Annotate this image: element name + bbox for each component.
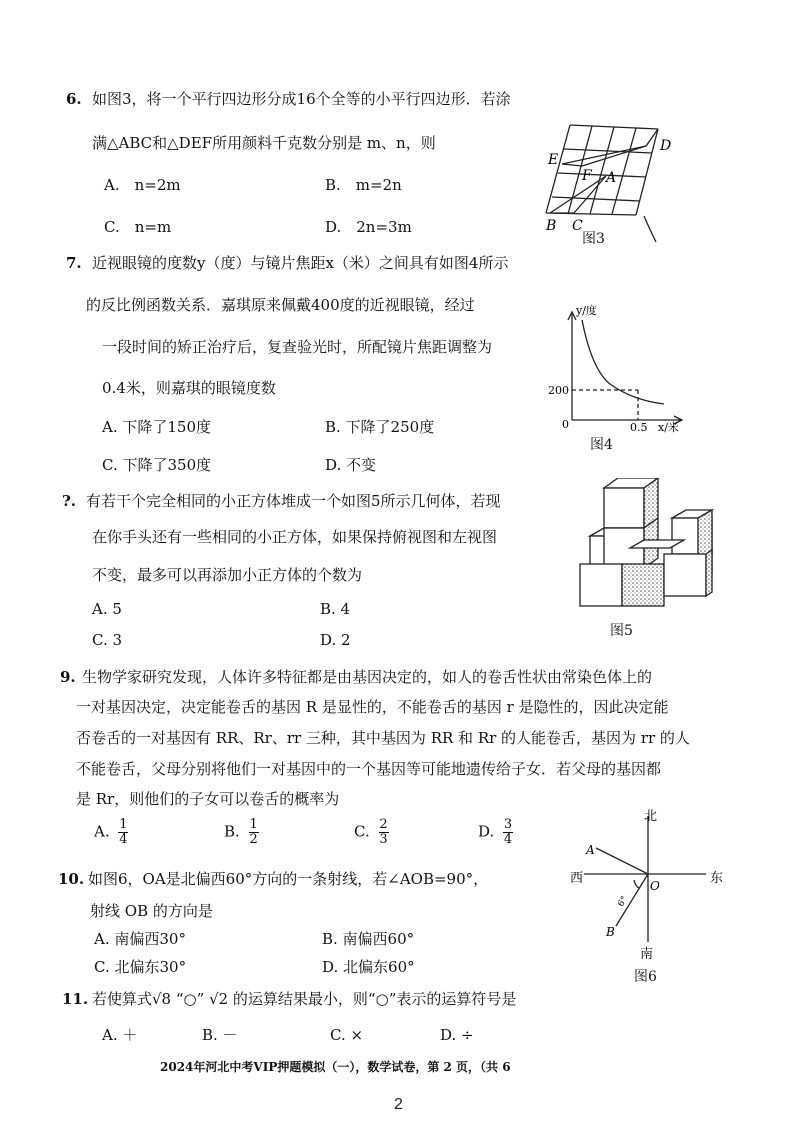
q7-number: 7.	[66, 254, 82, 272]
q9-option-a-label: A.	[94, 822, 110, 841]
q9-option-a-numerator: 1	[119, 817, 128, 832]
q8-stem-line1: 有若干个完全相同的小正方体堆成一个如图5所示几何体，若现	[86, 492, 501, 510]
q9-option-a	[94, 818, 128, 858]
fig6-label-north: 北	[644, 809, 658, 824]
fig6-label-west: 西	[570, 871, 584, 886]
q6-stem-line1: 如图3，将一个平行四边形分成16个全等的小平行四边形．若涂	[92, 90, 511, 108]
fig3-label-e: E	[548, 152, 559, 168]
q9-option-c	[354, 818, 389, 858]
fig4-x-axis-label: x/米	[658, 421, 679, 434]
q10-stem-line2: 射线 OB 的方向是	[90, 902, 213, 920]
q9-stem-line2: 一对基因决定，决定能卷舌的基因 R 是显性的，不能卷舌的基因 r 是隐性的，因此决定能	[76, 698, 669, 716]
q11-stem-line1: 若使算式√8 “○” √2 的运算结果最小，则“○”表示的运算符号是	[92, 990, 517, 1008]
fig6-label-east: 东	[710, 871, 724, 886]
q10-number: 10.	[58, 870, 85, 888]
q9-option-b-label: B.	[224, 822, 240, 841]
q9-option-b	[224, 818, 259, 858]
q8-option-c: C. 3	[92, 631, 123, 649]
q7-option-d: D. 不变	[325, 456, 377, 474]
q8-option-d: D. 2	[320, 631, 351, 649]
q11-option-a: A. ＋	[102, 1026, 138, 1044]
q9-option-d	[478, 818, 513, 858]
figure-6-caption: 图6	[634, 969, 657, 985]
q10-option-d: D. 北偏东60°	[322, 958, 415, 976]
q9-stem-line3: 否卷舌的一对基因有 RR、Rr、rr 三种，其中基因为 RR 和 Rr 的人能卷舌，基因为 rr 的人	[76, 729, 690, 747]
q10-option-a: A. 南偏西30°	[94, 930, 186, 948]
q9-option-d-denominator: 4	[503, 832, 513, 847]
q9-stem-line4: 不能卷舌，父母分别将他们一对基因中的一个基因等可能地遗传给子女．若父母的基因都	[76, 760, 662, 778]
q9-option-c-denominator: 3	[379, 832, 388, 847]
fig4-y-axis-label: y/度	[576, 304, 597, 317]
q8-option-a: A. 5	[92, 600, 122, 618]
q9-option-c-numerator: 2	[379, 817, 388, 832]
fig4-origin-label: 0	[562, 418, 569, 431]
q10-stem-line1: 如图6，OA是北偏西60°方向的一条射线，若∠AOB=90°，	[88, 870, 489, 888]
q9-option-d-label: D.	[478, 822, 495, 841]
q11-option-b: B. －	[202, 1026, 238, 1044]
q6-option-a: A. n=2m	[104, 176, 181, 194]
q8-stem-line2: 在你手头还有一些相同的小正方体，如果保持俯视图和左视图	[92, 528, 498, 546]
fig4-y200-label: 200	[548, 384, 569, 397]
q7-option-a: A. 下降了150度	[102, 418, 211, 436]
q9-option-a-denominator: 4	[119, 832, 128, 847]
figure-6-compass-directions	[566, 808, 726, 966]
q9-number: 9.	[60, 668, 76, 686]
fig3-label-c: C	[572, 218, 583, 234]
q7-option-b: B. 下降了250度	[325, 418, 435, 436]
fig6-label-south: 南	[640, 947, 654, 962]
q9-option-c-label: C.	[354, 822, 370, 841]
q10-option-b: B. 南偏西60°	[322, 930, 415, 948]
q8-option-b: B. 4	[320, 600, 351, 618]
figure-3-parallelogram-grid	[540, 118, 680, 246]
q6-stem-line2: 满△ABC和△DEF所用颜料千克数分别是 m、n，则	[92, 134, 436, 152]
figure-5-cube-stack	[572, 478, 722, 620]
q11-option-c: C. ×	[330, 1026, 364, 1044]
q9-option-b-denominator: 2	[249, 832, 258, 847]
figure-3-caption: 图3	[582, 231, 605, 247]
figure-5-caption: 图5	[610, 623, 633, 639]
q9-stem-line5: 是 Rr，则他们的子女可以卷舌的概率为	[76, 790, 340, 808]
fig3-label-d: D	[660, 138, 672, 154]
fig6-label-angle: 6°	[616, 894, 631, 909]
q8-number: ?.	[62, 492, 77, 510]
q9-option-d-numerator: 3	[503, 817, 513, 832]
q11-option-d: D. ÷	[440, 1026, 474, 1044]
q8-stem-line3: 不变，最多可以再添加小正方体的个数为	[92, 566, 363, 584]
fig3-label-a: A	[606, 170, 617, 186]
fig6-label-o: O	[650, 879, 660, 893]
fig6-label-b: B	[606, 925, 615, 939]
fig3-label-b: B	[546, 218, 557, 234]
page-footer: 2024年河北中考VIP押题模拟（一），数学试卷，第 2 页，（共 6	[160, 1060, 511, 1074]
q10-option-c: C. 北偏东30°	[94, 958, 187, 976]
q11-number: 11.	[62, 990, 89, 1008]
fig3-label-f: F	[582, 168, 592, 184]
q9-option-b-numerator: 1	[249, 817, 258, 832]
q6-option-d: D. 2n=3m	[325, 218, 412, 236]
fig6-label-a: A	[586, 843, 595, 857]
q7-option-c: C. 下降了350度	[102, 456, 212, 474]
fig4-x05-label: 0.5	[630, 421, 648, 434]
q6-number: 6.	[66, 90, 82, 108]
figure-4-caption: 图4	[590, 437, 613, 453]
q7-stem-line1: 近视眼镜的度数y（度）与镜片焦距x（米）之间具有如图4所示	[92, 254, 509, 272]
figure-4-inverse-graph	[548, 300, 690, 434]
q6-option-c: C. n=m	[104, 218, 172, 236]
q6-option-b: B. m=2n	[325, 176, 402, 194]
q7-stem-line2: 的反比例函数关系．嘉琪原来佩戴400度的近视眼镜，经过	[86, 296, 475, 314]
q9-stem-line1: 生物学家研究发现，人体许多特征都是由基因决定的，如人的卷舌性状由常染色体上的	[82, 668, 653, 686]
q7-stem-line4: 0.4米，则嘉琪的眼镜度数	[102, 379, 276, 397]
q7-stem-line3: 一段时间的矫正治疗后，复查验光时，所配镜片焦距调整为	[102, 338, 493, 356]
page-number: 2	[394, 1096, 403, 1113]
